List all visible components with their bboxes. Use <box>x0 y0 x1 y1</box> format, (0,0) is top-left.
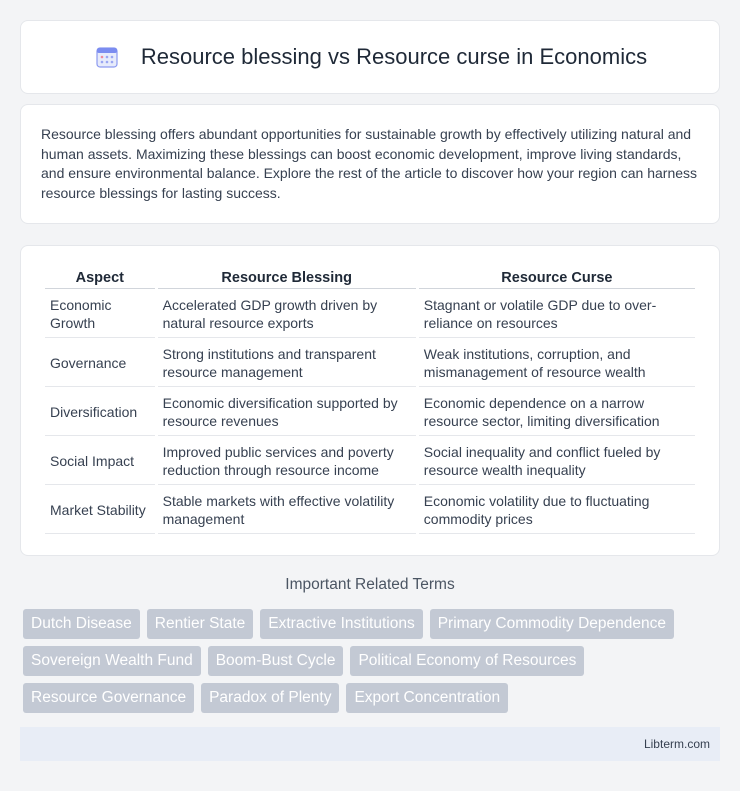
tag-sovereign-wealth-fund[interactable]: Sovereign Wealth Fund <box>23 646 201 676</box>
table-row <box>45 289 695 338</box>
aspect-cell: Market Stability <box>45 485 155 534</box>
aspect-cell: Governance <box>45 338 155 387</box>
tag-paradox-of-plenty[interactable]: Paradox of Plenty <box>201 683 339 713</box>
tag-export-concentration[interactable]: Export Concentration <box>346 683 508 713</box>
aspect-cell: Social Impact <box>45 436 155 485</box>
table-header-row <box>45 266 695 289</box>
header-resource-curse: Resource Curse <box>419 266 695 289</box>
intro-text: Resource blessing offers abundant opportunities for sustainable growth by effectively utilizing natural and human assets. Maximizing these blessings can boost economic development, improve living standards, and ensure environmental balance. Explore the rest of the article to discover how your region can harness resource blessings for lasting success. <box>41 126 698 201</box>
table-row <box>45 338 695 387</box>
tag-row <box>23 609 723 639</box>
curse-cell: Weak institutions, corruption, and mismanagement of resource wealth <box>419 338 695 387</box>
blessing-cell: Accelerated GDP growth driven by natural resource exports <box>158 289 416 338</box>
table-row <box>45 485 695 534</box>
tag-row <box>23 683 723 713</box>
header-aspect: Aspect <box>45 266 155 289</box>
curse-cell: Economic dependence on a narrow resource sector, limiting diversification <box>419 387 695 436</box>
curse-cell: Economic volatility due to fluctuating commodity prices <box>419 485 695 534</box>
tag-political-economy-of-resources[interactable]: Political Economy of Resources <box>350 646 584 676</box>
curse-cell: Stagnant or volatile GDP due to over-reliance on resources <box>419 289 695 338</box>
comparison-table-card <box>20 245 720 556</box>
intro-card <box>20 104 720 224</box>
tag-rentier-state[interactable]: Rentier State <box>147 609 253 639</box>
aspect-cell: Diversification <box>45 387 155 436</box>
aspect-cell: Economic Growth <box>45 289 155 338</box>
tag-resource-governance[interactable]: Resource Governance <box>23 683 194 713</box>
tag-boom-bust-cycle[interactable]: Boom-Bust Cycle <box>208 646 344 676</box>
tag-primary-commodity-dependence[interactable]: Primary Commodity Dependence <box>430 609 674 639</box>
blessing-cell: Improved public services and poverty reduction through resource income <box>158 436 416 485</box>
tag-extractive-institutions[interactable]: Extractive Institutions <box>260 609 422 639</box>
page-title: Resource blessing vs Resource curse in Economics <box>140 44 648 69</box>
related-terms <box>23 609 723 720</box>
related-terms-title: Important Related Terms <box>285 576 455 593</box>
table-row <box>45 387 695 436</box>
curse-cell: Social inequality and conflict fueled by resource wealth inequality <box>419 436 695 485</box>
header-card <box>20 20 720 94</box>
blessing-cell: Stable markets with effective volatility management <box>158 485 416 534</box>
blessing-cell: Strong institutions and transparent resource management <box>158 338 416 387</box>
table-row <box>45 436 695 485</box>
comparison-table <box>42 266 698 534</box>
calendar-icon <box>93 43 121 71</box>
tag-dutch-disease[interactable]: Dutch Disease <box>23 609 140 639</box>
tag-row <box>23 646 723 676</box>
header-resource-blessing: Resource Blessing <box>158 266 416 289</box>
title-wrap <box>93 43 647 71</box>
footer <box>20 727 720 761</box>
blessing-cell: Economic diversification supported by resource revenues <box>158 387 416 436</box>
footer-site-link[interactable]: Libterm.com <box>643 737 710 751</box>
